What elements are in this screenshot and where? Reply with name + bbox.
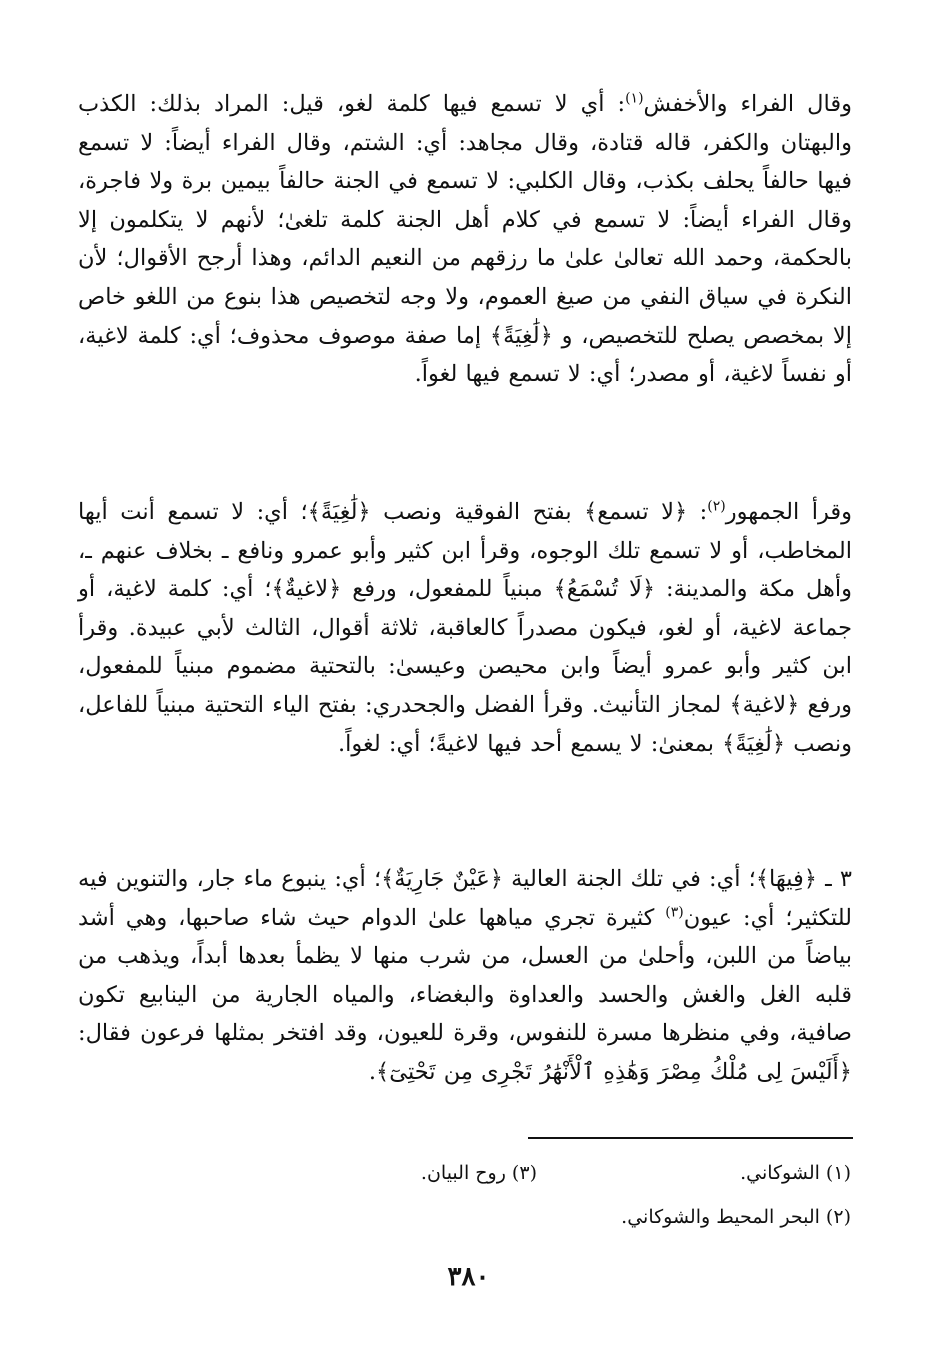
footnote-ref-2: (٢)	[707, 498, 726, 515]
paragraph-3	[78, 860, 852, 1092]
paragraph-1-start: وقال الفراء والأخفش	[643, 91, 852, 117]
footnote-2: (٢) البحر المحيط والشوكاني.	[621, 1206, 851, 1228]
paragraph-2-rest: : ﴿لا تسمع﴾ بفتح الفوقية ونصب ﴿لَٰغِيَةً﴾؛ أي: لا تسمع أنت أيها المخاطب، أو لا تسمع تلك الوجوه، وقرأ ابن كثير وأبو عمرو ونافع ـ بخلاف عنهم ـ، وأهل مكة والمدينة: ﴿لَا تُسْمَعُ﴾ مبنياً للمفعول، ورفع ﴿لاغيةٌ﴾؛ أي: كلمة لاغية، أو جماعة لاغية، أو لغو، فيكون مصدراً كالعاقبة، ثلاثة أقوال، الثالث لأبي عبيدة. وقرأ ابن كثير وأبو عمرو أيضاً وابن محيصن وعيسىٰ: بالتحتية مضموم مبنياً للمفعول، ورفع ﴿لاغية﴾ لمجاز التأنيث. وقرأ الفضل والجحدري: بفتح الياء التحتية مبنياً للفاعل، ونصب ﴿لَٰغِيَةً﴾ بمعنىٰ: لا يسمع أحد فيها لاغيةً؛ أي: لغواً.	[78, 499, 852, 757]
footnote-1: (١) الشوكاني.	[740, 1162, 851, 1184]
paragraph-3-rest: كثيرة تجري مياهها علىٰ الدوام حيث شاء صاحبها، وهي أشد بياضاً من اللبن، وأحلىٰ من العسل، من شرب منها لا يظمأ بعدها أبداً، ويذهب من قلبه الغل والغش والحسد والعداوة والبغضاء، والمياه الجارية من الينابيع تكون صافية، وفي منظرها مسرة للنفوس، وقرة للعيون، وقد افتخر بمثلها فرعون فقال: ﴿أَلَيْسَ لِى مُلْكُ مِصْرَ وَهَٰذِهِ ٱلْأَنْهَٰرُ تَجْرِى مِن تَحْتِىٓ﴾.	[78, 904, 852, 1085]
footnote-3: (٣) روح البيان.	[420, 1162, 537, 1184]
page-number: ٣٨٠	[447, 1262, 490, 1292]
footnote-separator	[528, 1137, 853, 1139]
paragraph-2-start: وقرأ الجمهور	[725, 499, 853, 525]
paragraph-3-start: ٣ ـ ﴿فِيهَا﴾؛ أي: في تلك الجنة العالية ﴿عَيْنٌ جَارِيَةٌ﴾؛ أي: ينبوع ماء جار، والتنوين فيه للتكثير؛ أي: عيون	[78, 866, 852, 931]
footnote-ref-1: (١)	[625, 90, 644, 107]
paragraph-1-rest: : أي لا تسمع فيها كلمة لغو، قيل: المراد بذلك: الكذب والبهتان والكفر، قاله قتادة، وقال مجاهد: أي: الشتم، وقال الفراء أيضاً: لا تسمع فيها حالفاً يحلف بكذب، وقال الكلبي: لا تسمع في الجنة حالفاً بيمين برة ولا فاجرة، وقال الفراء أيضاً: لا تسمع في كلام أهل الجنة كلمة تلغىٰ؛ لأنهم لا يتكلمون إلا بالحكمة، وحمد الله تعالىٰ علىٰ ما رزقهم من النعيم الدائم، وهذا أرجح الأقوال؛ لأن النكرة في سياق النفي من صيغ العموم، ولا وجه لتخصيص هذا بنوع من اللغو خاص إلا بمخصص يصلح للتخصيص، و ﴿لَٰغِيَةً﴾ إما صفة موصوف محذوف؛ أي: كلمة لاغية، أو نفساً لاغية، أو مصدر؛ أي: لا تسمع فيها لغواً.	[78, 91, 852, 388]
paragraph-1	[78, 85, 852, 394]
footnote-ref-3: (٣)	[665, 904, 684, 921]
paragraph-2	[78, 493, 852, 763]
